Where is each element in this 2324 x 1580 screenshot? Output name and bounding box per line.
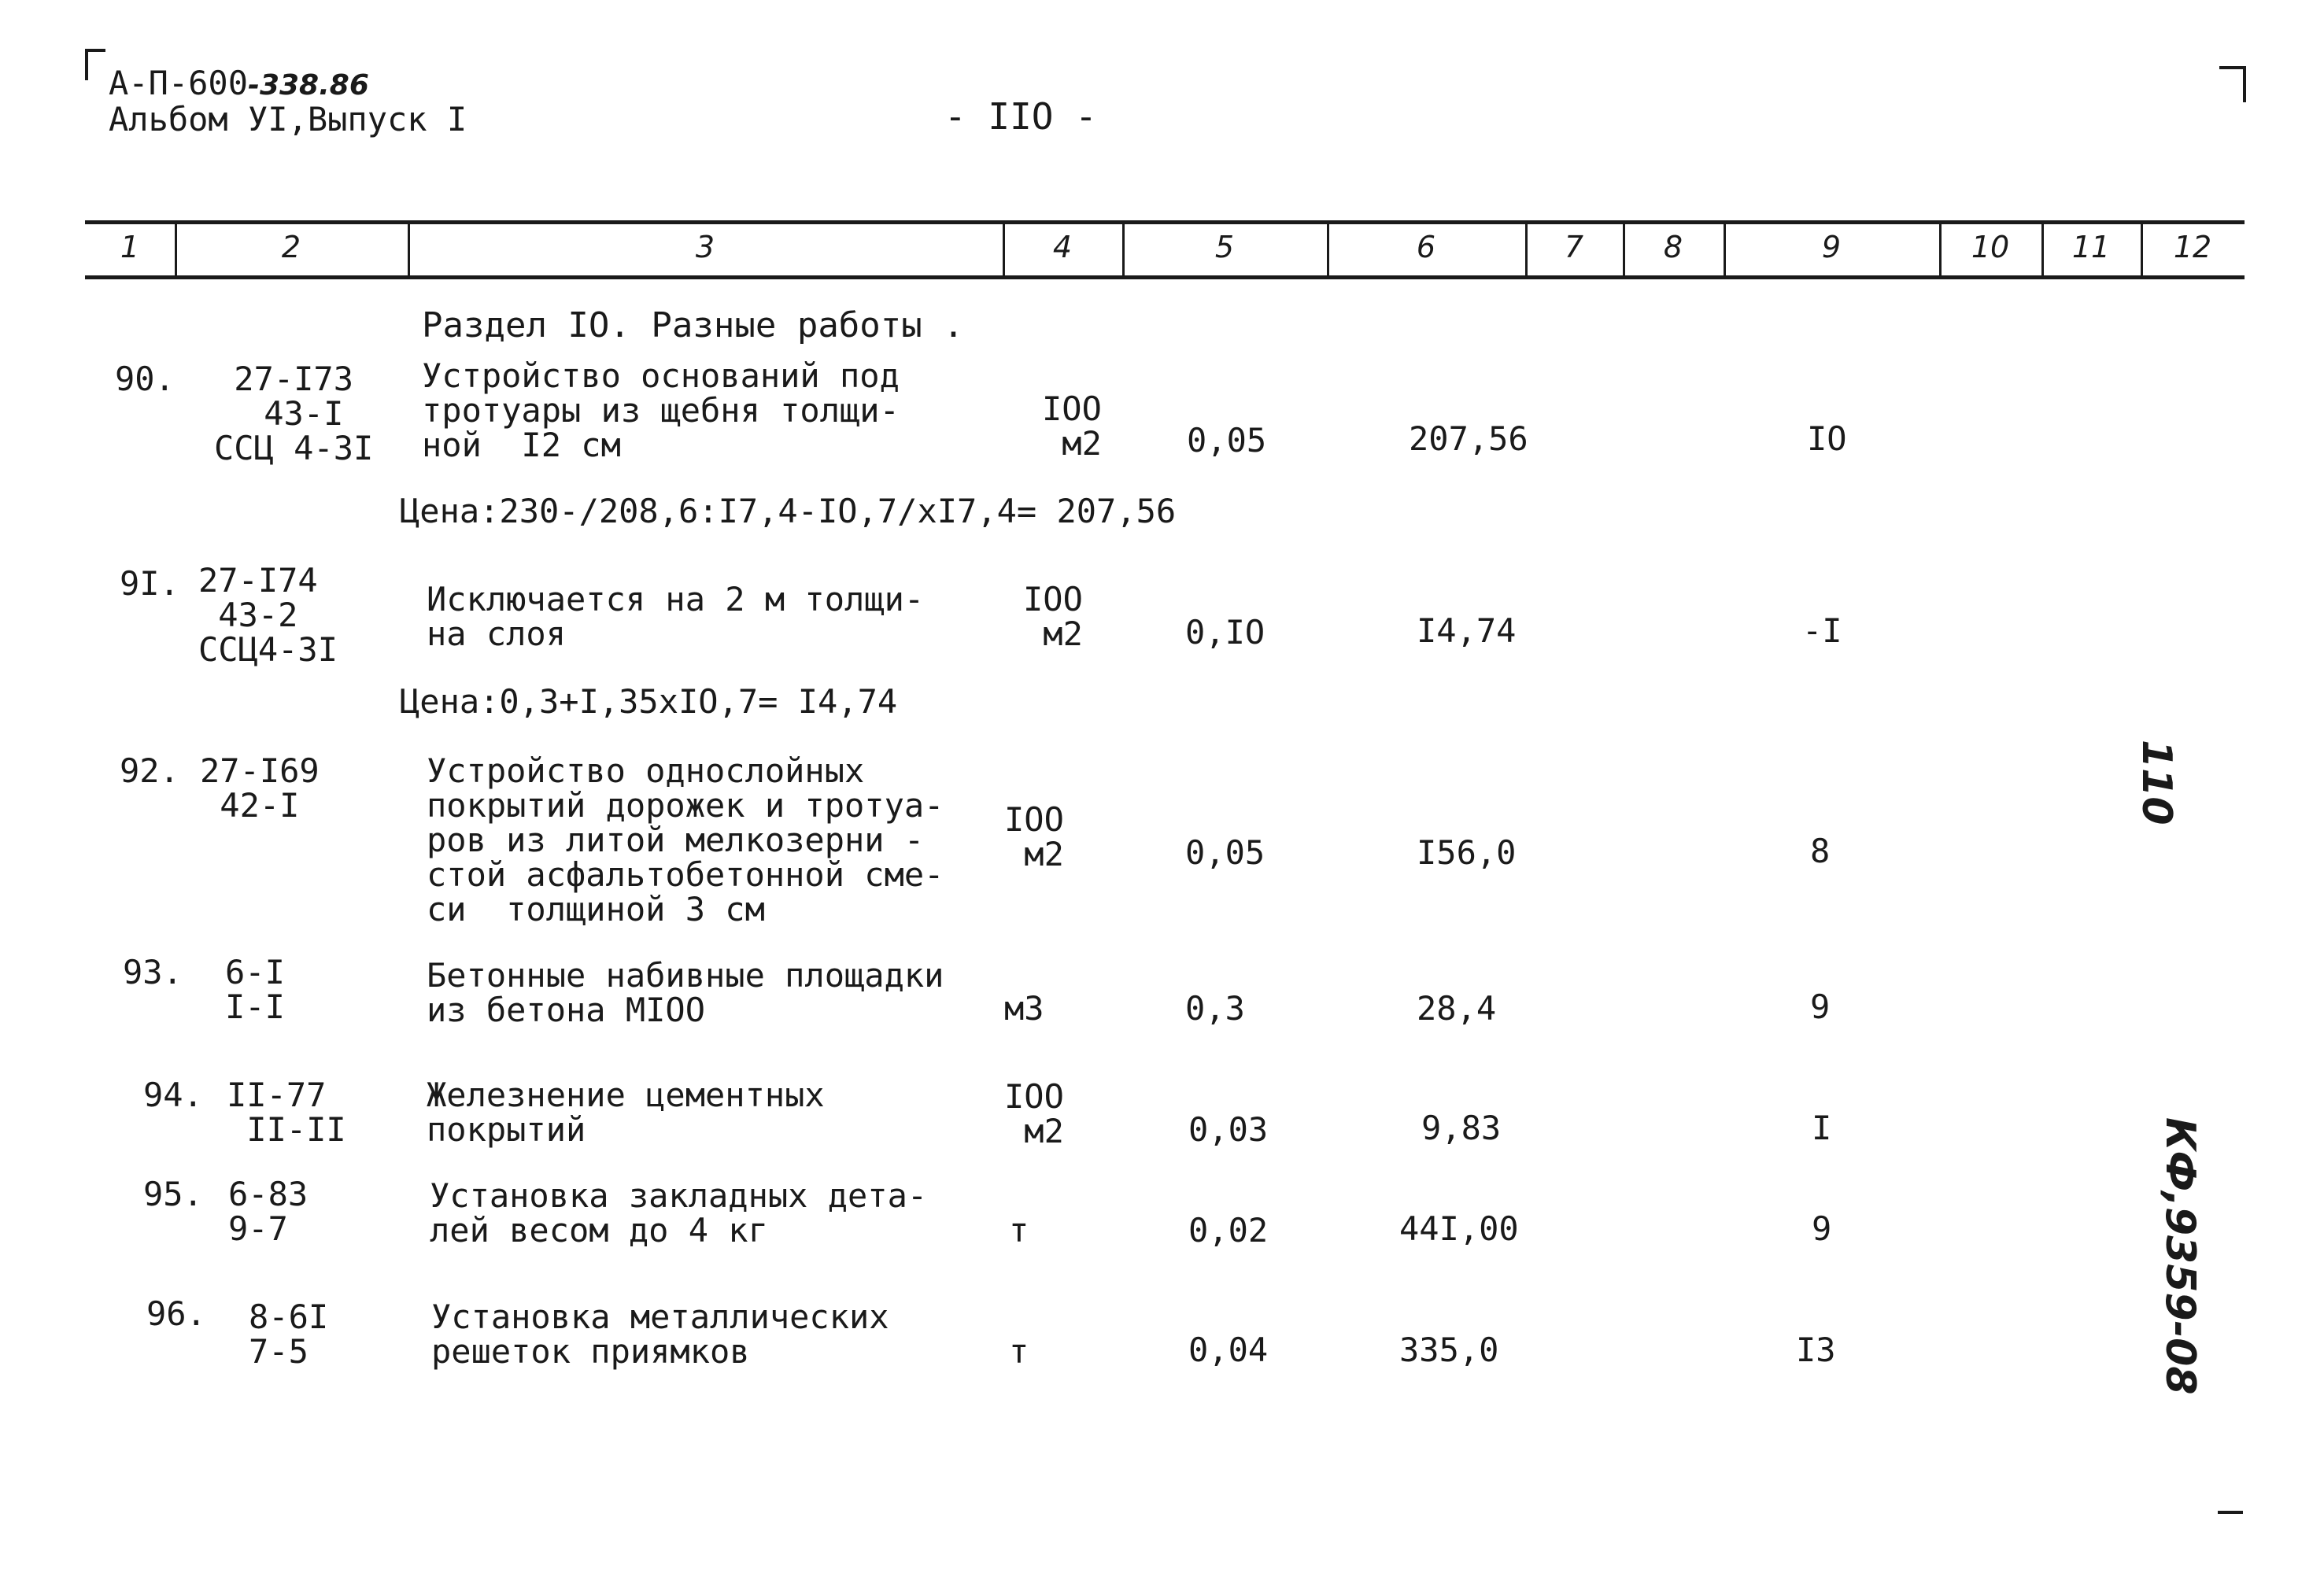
row-quantity: 0,05 bbox=[1185, 833, 1265, 872]
column-number: 7 bbox=[1564, 230, 1584, 264]
margin-stamp-handwritten: КФ,9359-08 bbox=[2156, 1117, 2204, 1395]
row-price: I56,0 bbox=[1417, 833, 1517, 872]
row-quantity: 0,05 bbox=[1187, 421, 1267, 460]
row-unit: м3 bbox=[1004, 989, 1044, 1028]
row-col9: -I bbox=[1802, 611, 1842, 650]
row-quantity: 0,IO bbox=[1185, 613, 1265, 652]
page-number: - IIO - bbox=[944, 95, 1097, 138]
column-number: 2 bbox=[281, 230, 301, 264]
row-col9: IO bbox=[1807, 419, 1847, 458]
row-col9: 8 bbox=[1810, 832, 1831, 870]
row-description: Установка металлических решеток приямков bbox=[431, 1298, 889, 1371]
row-description: Установка закладных дета- лей весом до 4 кг bbox=[430, 1176, 928, 1250]
row-price: 44I,00 bbox=[1399, 1209, 1519, 1248]
row-code: 6-83 9-7 bbox=[228, 1175, 309, 1248]
column-number: 8 bbox=[1663, 230, 1683, 264]
row-col9: I bbox=[1812, 1109, 1832, 1147]
margin-page-number-handwritten: 110 bbox=[2133, 740, 2180, 825]
row-code: 6-I I-I bbox=[225, 953, 285, 1026]
row-col9: 9 bbox=[1812, 1209, 1832, 1248]
row-price: I4,74 bbox=[1417, 611, 1517, 650]
header bbox=[109, 66, 369, 103]
row-quantity: 0,03 bbox=[1188, 1110, 1269, 1149]
row-price-note: Цена:0,3+I,35хIO,7= I4,74 bbox=[400, 682, 898, 721]
row-number: 96. bbox=[146, 1294, 206, 1333]
row-description: Устройство оснований под тротуары из щебня толщи- ной I2 см bbox=[422, 356, 900, 464]
corner-mark-top-left bbox=[85, 49, 105, 80]
row-quantity: 0,04 bbox=[1188, 1331, 1269, 1369]
section-title: Раздел IO. Разные работы . bbox=[422, 305, 964, 345]
corner-mark-bottom-right bbox=[2218, 1495, 2243, 1514]
column-number: 12 bbox=[2173, 230, 2212, 264]
row-price: 28,4 bbox=[1417, 989, 1497, 1028]
column-number: 4 bbox=[1052, 230, 1073, 264]
row-number: 93. bbox=[123, 953, 183, 991]
row-code: 27-I69 42-I bbox=[200, 751, 320, 825]
row-number: 90. bbox=[115, 360, 175, 398]
row-unit: IOO м2 bbox=[1023, 580, 1083, 653]
row-quantity: 0,02 bbox=[1188, 1211, 1269, 1250]
row-code: II-77 II-II bbox=[227, 1076, 346, 1149]
row-unit: IOO м2 bbox=[1004, 1077, 1064, 1150]
row-col9: I3 bbox=[1796, 1331, 1836, 1369]
corner-mark-top-right bbox=[2219, 66, 2246, 102]
column-number: 6 bbox=[1416, 230, 1436, 264]
row-unit: т bbox=[1009, 1211, 1029, 1250]
row-unit: IOO м2 bbox=[1042, 389, 1102, 463]
column-number: 10 bbox=[1971, 230, 2010, 264]
row-code: 27-I74 43-2 ССЦ4-3I bbox=[198, 561, 338, 669]
column-number: 5 bbox=[1214, 230, 1235, 264]
row-description: Исключается на 2 м толщи- на слоя bbox=[427, 580, 925, 653]
column-number: 1 bbox=[120, 230, 140, 264]
column-number: 3 bbox=[695, 230, 715, 264]
row-col9: 9 bbox=[1810, 988, 1831, 1026]
row-description: Бетонные набивные площадки из бетона MIOO bbox=[427, 956, 944, 1029]
row-quantity: 0,3 bbox=[1185, 989, 1245, 1028]
row-code: 8-6I 7-5 bbox=[249, 1298, 329, 1371]
column-number: 11 bbox=[2071, 230, 2111, 264]
album-label: Альбом УI,Выпуск I bbox=[109, 100, 467, 138]
row-number: 9I. bbox=[120, 564, 179, 603]
row-code: 27-I73 43-I ССЦ 4-3I bbox=[214, 360, 374, 467]
row-number: 94. bbox=[143, 1076, 203, 1114]
row-price: 207,56 bbox=[1409, 419, 1528, 458]
column-number: 9 bbox=[1821, 230, 1842, 264]
row-description: Устройство однослойных покрытий дорожек и тротуа- ров из литой мелкозерни - стой асфальтобетонной сме- си толщиной 3 см bbox=[427, 751, 944, 928]
row-unit: IOO м2 bbox=[1004, 800, 1064, 873]
row-number: 95. bbox=[143, 1175, 203, 1213]
row-price: 9,83 bbox=[1421, 1109, 1502, 1147]
doc-code: А-П-600 bbox=[109, 64, 249, 102]
row-number: 92. bbox=[120, 751, 179, 790]
row-price-note: Цена:230-/208,6:I7,4-IO,7/хI7,4= 207,56 bbox=[400, 492, 1177, 530]
row-price: 335,0 bbox=[1399, 1331, 1499, 1369]
doc-code-handwritten: -338.86 bbox=[248, 69, 369, 102]
row-description: Железнение цементных покрытий bbox=[427, 1076, 825, 1149]
row-unit: т bbox=[1009, 1332, 1029, 1371]
